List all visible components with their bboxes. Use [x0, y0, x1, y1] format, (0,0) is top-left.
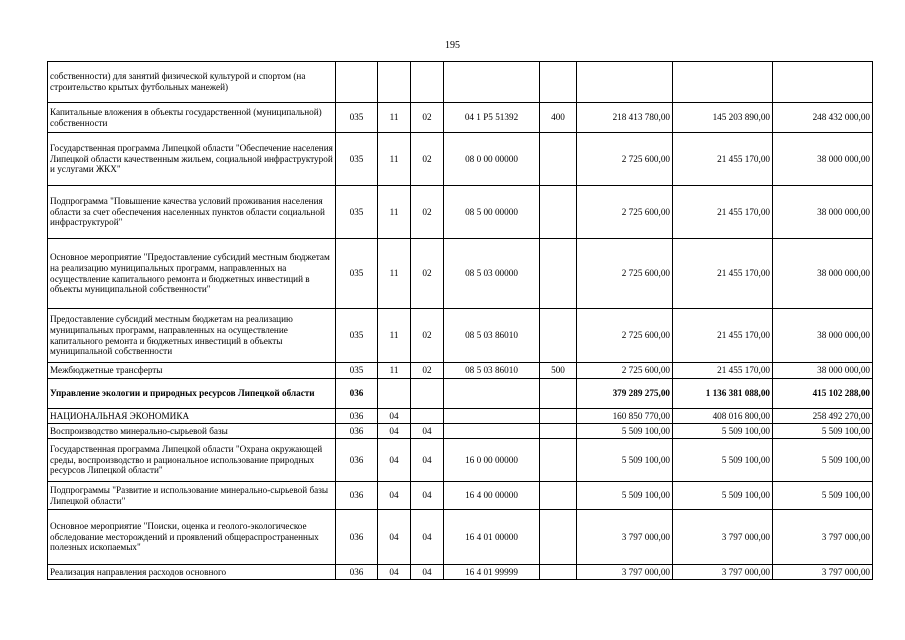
row-csr — [444, 409, 540, 424]
row-csr: 16 4 01 99999 — [444, 565, 540, 580]
table-row — [48, 103, 873, 133]
row-vr — [540, 239, 577, 309]
row-pr: 04 — [411, 482, 444, 510]
row-name: Предоставление субсидий местным бюджетам на реализацию муниципальных программ, направленных на осуществление капитального ремонта и бюджетных инвестиций в объекты муниципальной собственности — [48, 309, 336, 363]
table-row — [48, 565, 873, 580]
row-vr: 400 — [540, 103, 577, 133]
row-gr: 036 — [336, 439, 378, 482]
table-row — [48, 409, 873, 424]
row-year2: 3 797 000,00 — [673, 510, 773, 565]
row-pr: 02 — [411, 103, 444, 133]
row-rz: 04 — [378, 424, 411, 439]
row-year3: 38 000 000,00 — [773, 186, 873, 239]
row-name: собственности) для занятий физической культурой и спортом (на строительство крытых футбольных манежей) — [48, 62, 336, 103]
row-year2: 21 455 170,00 — [673, 186, 773, 239]
row-gr: 035 — [336, 103, 378, 133]
table-row — [48, 239, 873, 309]
row-pr: 04 — [411, 510, 444, 565]
row-gr: 035 — [336, 309, 378, 363]
row-year1: 2 725 600,00 — [577, 239, 673, 309]
row-year1: 2 725 600,00 — [577, 133, 673, 186]
row-name: Государственная программа Липецкой области "Охрана окружающей среды, воспроизводство и рациональное использование природных ресурсов Липецкой области" — [48, 439, 336, 482]
row-pr: 02 — [411, 309, 444, 363]
row-rz: 11 — [378, 103, 411, 133]
row-year2: 5 509 100,00 — [673, 439, 773, 482]
table-row — [48, 186, 873, 239]
row-name: Управление экологии и природных ресурсов Липецкой области — [48, 379, 336, 409]
row-rz: 04 — [378, 439, 411, 482]
row-name: Капитальные вложения в объекты государственной (муниципальной) собственности — [48, 103, 336, 133]
row-gr: 036 — [336, 482, 378, 510]
row-gr: 036 — [336, 409, 378, 424]
row-year1: 5 509 100,00 — [577, 482, 673, 510]
row-year2: 1 136 381 088,00 — [673, 379, 773, 409]
row-year3: 3 797 000,00 — [773, 565, 873, 580]
row-name: НАЦИОНАЛЬНАЯ ЭКОНОМИКА — [48, 409, 336, 424]
row-year2: 5 509 100,00 — [673, 424, 773, 439]
table-row — [48, 309, 873, 363]
row-year2: 21 455 170,00 — [673, 363, 773, 379]
row-year3: 258 492 270,00 — [773, 409, 873, 424]
row-gr: 036 — [336, 510, 378, 565]
row-gr: 035 — [336, 186, 378, 239]
row-year2: 21 455 170,00 — [673, 133, 773, 186]
row-year3: 5 509 100,00 — [773, 424, 873, 439]
row-gr: 035 — [336, 363, 378, 379]
row-year2: 408 016 800,00 — [673, 409, 773, 424]
row-year1: 5 509 100,00 — [577, 439, 673, 482]
row-name: Основное мероприятие "Поиски, оценка и геолого-экологическое обследование месторождений и проявлений общераспространенных полезных ископаемых" — [48, 510, 336, 565]
table-row — [48, 482, 873, 510]
row-year2: 3 797 000,00 — [673, 565, 773, 580]
row-rz: 11 — [378, 309, 411, 363]
row-vr — [540, 309, 577, 363]
row-year2: 21 455 170,00 — [673, 309, 773, 363]
row-year2 — [673, 62, 773, 103]
row-vr — [540, 510, 577, 565]
row-gr — [336, 62, 378, 103]
row-rz: 11 — [378, 363, 411, 379]
row-csr — [444, 379, 540, 409]
row-year3: 5 509 100,00 — [773, 482, 873, 510]
table-row — [48, 379, 873, 409]
row-year1: 3 797 000,00 — [577, 565, 673, 580]
row-year1: 2 725 600,00 — [577, 309, 673, 363]
row-csr: 08 5 03 00000 — [444, 239, 540, 309]
row-year3: 38 000 000,00 — [773, 363, 873, 379]
row-csr: 16 4 00 00000 — [444, 482, 540, 510]
row-year3: 38 000 000,00 — [773, 239, 873, 309]
row-csr: 08 0 00 00000 — [444, 133, 540, 186]
row-vr — [540, 133, 577, 186]
row-year1: 160 850 770,00 — [577, 409, 673, 424]
row-vr: 500 — [540, 363, 577, 379]
row-rz: 04 — [378, 482, 411, 510]
row-name: Воспроизводство минерально-сырьевой базы — [48, 424, 336, 439]
row-rz: 11 — [378, 239, 411, 309]
row-pr — [411, 409, 444, 424]
row-pr: 04 — [411, 439, 444, 482]
row-rz: 04 — [378, 565, 411, 580]
row-pr: 02 — [411, 133, 444, 186]
row-rz: 11 — [378, 186, 411, 239]
row-year3: 5 509 100,00 — [773, 439, 873, 482]
row-name: Подпрограммы "Развитие и использование минерально-сырьевой базы Липецкой области" — [48, 482, 336, 510]
row-gr: 036 — [336, 424, 378, 439]
row-year2: 145 203 890,00 — [673, 103, 773, 133]
row-year3: 38 000 000,00 — [773, 133, 873, 186]
row-pr: 04 — [411, 424, 444, 439]
table-row — [48, 510, 873, 565]
row-csr: 08 5 00 00000 — [444, 186, 540, 239]
row-vr — [540, 482, 577, 510]
row-vr — [540, 379, 577, 409]
row-name: Реализация направления расходов основного — [48, 565, 336, 580]
row-pr — [411, 379, 444, 409]
row-year3: 415 102 288,00 — [773, 379, 873, 409]
row-rz — [378, 62, 411, 103]
row-year2: 21 455 170,00 — [673, 239, 773, 309]
row-vr — [540, 409, 577, 424]
row-vr — [540, 62, 577, 103]
row-rz: 04 — [378, 409, 411, 424]
table-row — [48, 439, 873, 482]
row-name: Межбюджетные трансферты — [48, 363, 336, 379]
row-csr: 04 1 P5 51392 — [444, 103, 540, 133]
row-rz — [378, 379, 411, 409]
row-pr: 04 — [411, 565, 444, 580]
row-name: Подпрограмма "Повышение качества условий проживания населения области за счет обеспечения населенных пунктов области социальной инфраструктурой" — [48, 186, 336, 239]
row-vr — [540, 424, 577, 439]
row-vr — [540, 186, 577, 239]
row-year3 — [773, 62, 873, 103]
row-gr: 035 — [336, 133, 378, 186]
row-gr: 036 — [336, 565, 378, 580]
row-year1 — [577, 62, 673, 103]
row-pr: 02 — [411, 239, 444, 309]
row-csr: 16 4 01 00000 — [444, 510, 540, 565]
row-csr: 08 5 03 86010 — [444, 309, 540, 363]
row-csr: 08 5 03 86010 — [444, 363, 540, 379]
row-rz: 11 — [378, 133, 411, 186]
row-name: Государственная программа Липецкой области "Обеспечение населения Липецкой области качественным жильем, социальной инфраструктурой и услугами ЖКХ" — [48, 133, 336, 186]
table-row — [48, 424, 873, 439]
row-year1: 3 797 000,00 — [577, 510, 673, 565]
row-pr: 02 — [411, 363, 444, 379]
page-number: 195 — [445, 40, 460, 51]
row-year3: 38 000 000,00 — [773, 309, 873, 363]
row-year1: 379 289 275,00 — [577, 379, 673, 409]
row-pr: 02 — [411, 186, 444, 239]
row-vr — [540, 565, 577, 580]
budget-table — [47, 61, 873, 580]
row-gr: 035 — [336, 239, 378, 309]
table-row — [48, 363, 873, 379]
row-name: Основное мероприятие "Предоставление субсидий местным бюджетам на реализацию муниципальных программ, направленных на осуществление капитального ремонта и бюджетных инвестиций в объекты муниципальной собственности" — [48, 239, 336, 309]
row-rz: 04 — [378, 510, 411, 565]
row-year2: 5 509 100,00 — [673, 482, 773, 510]
row-year1: 218 413 780,00 — [577, 103, 673, 133]
table-row — [48, 133, 873, 186]
row-pr — [411, 62, 444, 103]
row-vr — [540, 439, 577, 482]
row-year3: 248 432 000,00 — [773, 103, 873, 133]
row-year1: 5 509 100,00 — [577, 424, 673, 439]
row-year1: 2 725 600,00 — [577, 363, 673, 379]
table-row — [48, 62, 873, 103]
row-csr — [444, 62, 540, 103]
row-year1: 2 725 600,00 — [577, 186, 673, 239]
row-year3: 3 797 000,00 — [773, 510, 873, 565]
row-csr — [444, 424, 540, 439]
row-csr: 16 0 00 00000 — [444, 439, 540, 482]
row-gr: 036 — [336, 379, 378, 409]
